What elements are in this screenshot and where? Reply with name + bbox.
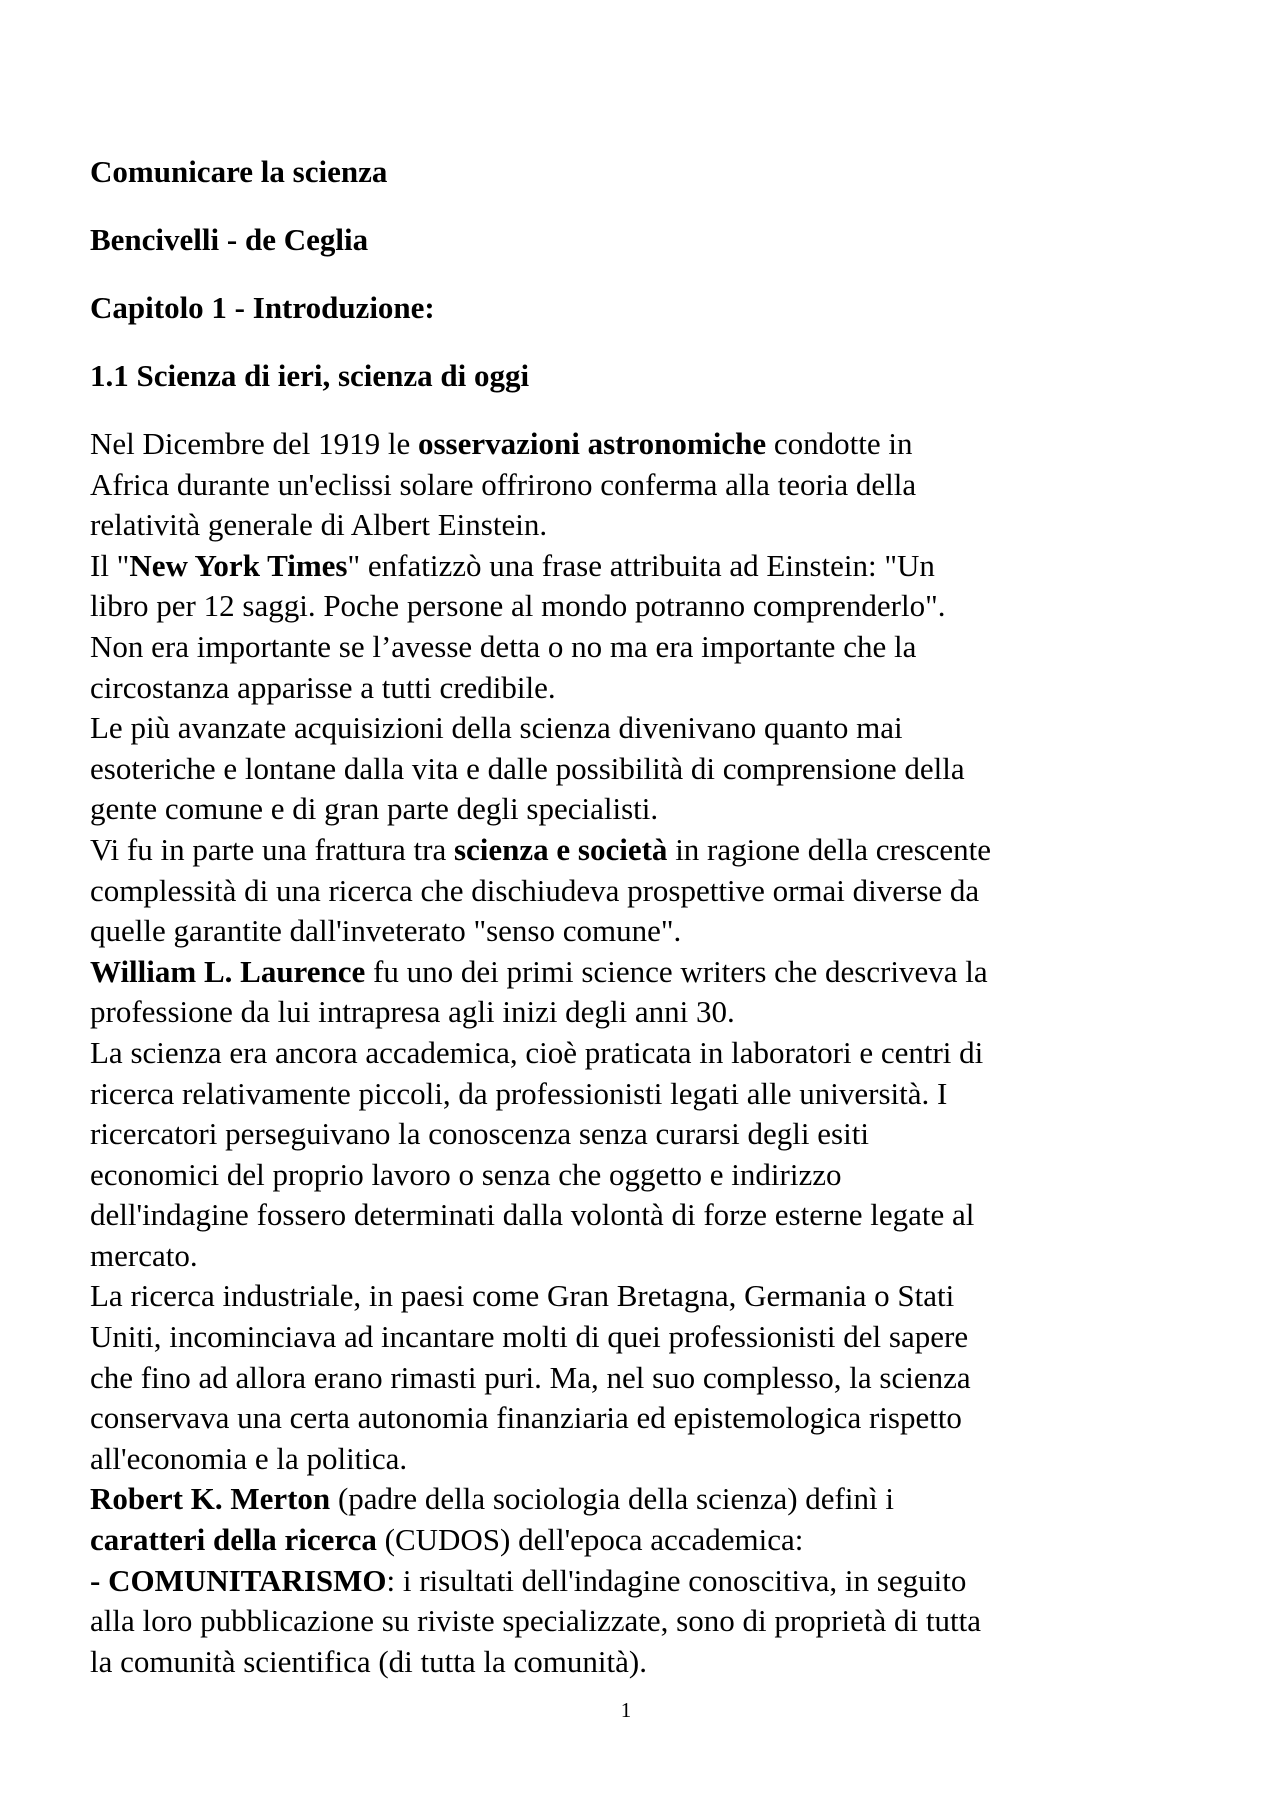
text-line: relatività generale di Albert Einstein. [90, 507, 548, 543]
text-line [90, 1520, 1200, 1561]
text-line [90, 424, 1200, 465]
paragraph [90, 952, 1200, 1033]
bold-term: New York Times [129, 547, 348, 583]
page-number: 1 [620, 1698, 632, 1722]
text-run: fu uno dei primi science writers che descriveva la [365, 953, 988, 989]
text-line: Uniti, incominciava ad incantare molti di quei professionisti del sapere [90, 1319, 969, 1355]
text-line [90, 952, 1200, 993]
text-line: professione da lui intrapresa agli inizi degli anni 30. [90, 994, 735, 1030]
bold-term: osservazioni astronomiche [417, 426, 767, 461]
text-line: Le più avanzate acquisizioni della scienza divenivano quanto mai [90, 710, 903, 746]
text-line: che fino ad allora erano rimasti puri. Ma, nel suo complesso, la scienza [90, 1359, 971, 1395]
text-line: esoteriche e lontane dalla vita e dalle possibilità di comprensione della [90, 750, 965, 786]
bold-term: William L. Laurence [90, 953, 366, 989]
text-line [90, 1561, 1200, 1602]
text-line: mercato. [90, 1237, 198, 1273]
document-authors: Bencivelli - de Ceglia [90, 222, 369, 257]
text-run: (CUDOS) dell'epoca accademica: [376, 1522, 804, 1558]
bold-term: scienza e società [453, 831, 668, 867]
bold-term: caratteri della ricerca [90, 1522, 377, 1558]
paragraph [90, 1479, 1200, 1560]
paragraph [90, 546, 1200, 708]
paragraph [90, 1276, 1200, 1479]
text-line: dell'indagine fossero determinati dalla volontà di forze esterne legate al [90, 1197, 975, 1233]
text-line: La ricerca industriale, in paesi come Gran Bretagna, Germania o Stati [90, 1278, 955, 1314]
text-run: Vi fu in parte una frattura tra [90, 831, 454, 867]
text-line: all'economia e la politica. [90, 1440, 408, 1476]
text-line [90, 830, 1200, 871]
text-line: Non era importante se l’avesse detta o no ma era importante che la [90, 628, 917, 664]
text-line: gente comune e di gran parte degli specialisti. [90, 791, 659, 827]
text-line [90, 1479, 1200, 1520]
paragraph [90, 830, 1200, 952]
text-run: Nel Dicembre del 1919 le [90, 426, 418, 461]
text-run: in ragione della crescente [667, 831, 992, 867]
bold-term: - COMUNITARISMO [90, 1562, 387, 1598]
text-line: alla loro pubblicazione su riviste specializzate, sono di proprietà di tutta [90, 1603, 981, 1639]
text-run: (padre della sociologia della scienza) definì i [330, 1481, 894, 1517]
text-line: quelle garantite dall'inveterato "senso comune". [90, 913, 682, 949]
paragraph [90, 1033, 1200, 1277]
paragraph [90, 708, 1200, 830]
document-title: Comunicare la scienza [90, 154, 388, 189]
text-line: circostanza apparisse a tutti credibile. [90, 669, 556, 705]
text-line: complessità di una ricerca che dischiudeva prospettive ormai diverse da [90, 872, 980, 908]
body-text [90, 424, 1200, 1682]
text-run: condotte in [766, 426, 913, 461]
text-line [90, 546, 1200, 587]
text-run: " enfatizzò una frase attribuita ad Einstein: "Un [347, 547, 935, 583]
text-line: Africa durante un'eclissi solare offrirono conferma alla teoria della [90, 466, 917, 502]
section-heading: 1.1 Scienza di ieri, scienza di oggi [90, 358, 530, 393]
paragraph [90, 1561, 1200, 1683]
text-line: economici del proprio lavoro o senza che oggetto e indirizzo [90, 1156, 842, 1192]
bold-term: Robert K. Merton [90, 1481, 331, 1517]
text-line: conservava una certa autonomia finanziaria ed epistemologica rispetto [90, 1400, 962, 1436]
paragraph [90, 424, 1200, 546]
chapter-heading: Capitolo 1 - Introduzione: [90, 290, 435, 325]
text-line: ricercatori perseguivano la conoscenza senza curarsi degli esiti [90, 1116, 869, 1152]
text-line: libro per 12 saggi. Poche persone al mondo potranno comprenderlo". [90, 588, 946, 624]
text-line: la comunità scientifica (di tutta la comunità). [90, 1643, 647, 1679]
text-run: Il " [90, 547, 130, 583]
text-line: ricerca relativamente piccoli, da professionisti legati alle università. I [90, 1075, 948, 1111]
text-run: : i risultati dell'indagine conoscitiva, in seguito [386, 1562, 967, 1598]
text-line: La scienza era ancora accademica, cioè praticata in laboratori e centri di [90, 1034, 984, 1070]
